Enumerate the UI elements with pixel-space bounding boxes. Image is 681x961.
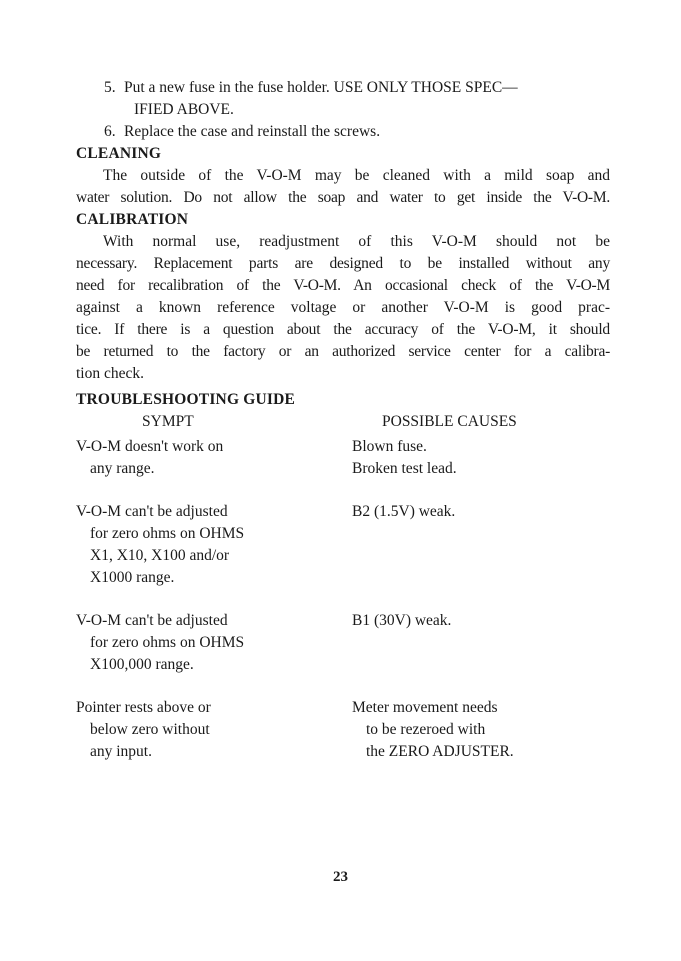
troubleshooting-heading: TROUBLESHOOTING GUIDE <box>76 391 296 408</box>
symptom-line: X1, X10, X100 and/or <box>90 547 230 564</box>
symptom-line: X1000 range. <box>90 569 175 586</box>
step-6 <box>76 121 610 143</box>
causes-column-header: POSSIBLE CAUSES <box>382 413 517 430</box>
symptom-cell <box>76 610 352 676</box>
step-5 <box>76 77 610 121</box>
symptom-line: below zero without <box>90 721 210 738</box>
symptom-line: any range. <box>90 460 155 477</box>
symptom-column-header: SYMPT <box>142 413 194 430</box>
paragraph-line: tice. If there is a question about the accuracy of the V-O-M, it should <box>76 321 610 338</box>
step-number: 5. <box>104 79 116 96</box>
cause-line: Meter movement needs <box>352 699 498 716</box>
step-text: IFIED ABOVE. <box>134 101 234 118</box>
table-row <box>76 436 610 480</box>
paragraph-line: need for recalibration of the V-O-M. An occasional check of the V-O-M <box>76 277 610 294</box>
symptom-line: V-O-M doesn't work on <box>76 438 224 455</box>
page-number: 23 <box>333 869 348 885</box>
paragraph-line: necessary. Replacement parts are designed to be installed without any <box>76 255 610 272</box>
paragraph-line: be returned to the factory or an authorized service center for a calibra- <box>76 343 610 360</box>
causes-cell <box>352 697 610 763</box>
cleaning-paragraph <box>76 165 610 209</box>
causes-cell <box>352 436 610 480</box>
step-text: Replace the case and reinstall the screws. <box>124 123 381 140</box>
cause-line: B1 (30V) weak. <box>352 612 452 629</box>
symptom-line: for zero ohms on OHMS <box>90 525 245 542</box>
paragraph-line: The outside of the V-O-M may be cleaned with a mild soap and <box>103 167 610 184</box>
table-row <box>76 697 610 763</box>
cause-line: the ZERO ADJUSTER. <box>366 743 514 760</box>
table-row <box>76 501 610 589</box>
causes-cell <box>352 501 610 589</box>
paragraph-line: With normal use, readjustment of this V-O-M should not be <box>103 233 610 250</box>
calibration-paragraph <box>76 231 610 385</box>
table-row <box>76 610 610 676</box>
symptom-line: for zero ohms on OHMS <box>90 634 245 651</box>
symptom-cell <box>76 697 352 763</box>
troubleshooting-table <box>76 411 610 763</box>
symptom-line: any input. <box>90 743 152 760</box>
cause-line: Blown fuse. <box>352 438 427 455</box>
cause-line: B2 (1.5V) weak. <box>352 503 456 520</box>
symptom-line: V-O-M can't be adjusted <box>76 612 228 629</box>
step-number: 6. <box>104 123 116 140</box>
cause-line: Broken test lead. <box>352 460 457 477</box>
symptom-cell <box>76 501 352 589</box>
step-text: Put a new fuse in the fuse holder. USE ONLY THOSE SPEC— <box>124 79 518 96</box>
symptom-line: Pointer rests above or <box>76 699 211 716</box>
symptom-line: V-O-M can't be adjusted <box>76 503 228 520</box>
cleaning-heading: CLEANING <box>76 145 162 162</box>
symptom-line: X100,000 range. <box>90 656 194 673</box>
causes-cell <box>352 610 610 676</box>
paragraph-line: against a known reference voltage or another V-O-M is good prac- <box>76 299 610 316</box>
symptom-cell <box>76 436 352 480</box>
table-header <box>76 411 610 433</box>
paragraph-line: water solution. Do not allow the soap and water to get inside the V-O-M. <box>76 189 610 206</box>
cause-line: to be rezeroed with <box>366 721 486 738</box>
paragraph-line: tion check. <box>76 365 145 382</box>
calibration-heading: CALIBRATION <box>76 211 189 228</box>
manual-page <box>76 77 610 763</box>
